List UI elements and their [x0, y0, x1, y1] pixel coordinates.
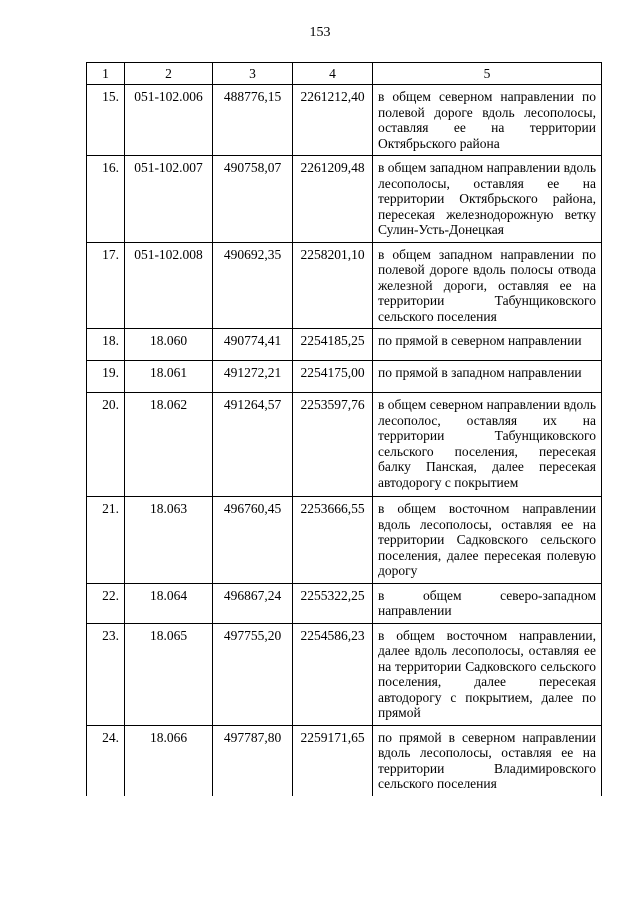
- direction-description: в общем северном направлении вдоль лесополос, оставляя их на территории Табунщиковского сельского поселения, пересекая балку Панская, далее пересекая автодорогу с покрытием: [373, 393, 602, 497]
- direction-description: в общем западном направлении вдоль лесополосы, оставляя ее на территории Октябрьского района, пересекая железнодорожную ветку Сулин-Усть-Донецкая: [373, 156, 602, 243]
- point-code: 18.066: [125, 725, 213, 796]
- point-code: 18.065: [125, 623, 213, 725]
- y-coordinate: 2254185,25: [293, 329, 373, 361]
- table-row: [87, 156, 602, 243]
- direction-description: в общем восточном направлении, далее вдоль лесополосы, оставляя ее на территории Садковского сельского поселения, далее пересекая автодорогу с покрытием, далее по прямой: [373, 623, 602, 725]
- y-coordinate: 2259171,65: [293, 725, 373, 796]
- point-code: 18.060: [125, 329, 213, 361]
- x-coordinate: 496760,45: [213, 497, 293, 584]
- direction-description: в общем северном направлении по полевой дороге вдоль лесополосы, оставляя ее на территории Октябрьского района: [373, 85, 602, 156]
- column-header: 3: [213, 63, 293, 85]
- point-code: 18.061: [125, 361, 213, 393]
- row-number: 19.: [87, 361, 125, 393]
- x-coordinate: 490774,41: [213, 329, 293, 361]
- column-header: 1: [87, 63, 125, 85]
- direction-description: в общем восточном направлении вдоль лесополосы, оставляя ее на территории Садковского сельского поселения, далее пересекая полевую дорогу: [373, 497, 602, 584]
- direction-description: в общем западном направлении по полевой дороге вдоль полосы отвода железной дороги, оставляя ее на территории Табунщиковского сельского поселения: [373, 242, 602, 329]
- y-coordinate: 2255322,25: [293, 583, 373, 623]
- column-header: 4: [293, 63, 373, 85]
- point-code: 051-102.008: [125, 242, 213, 329]
- direction-description: по прямой в западном направлении: [373, 361, 602, 393]
- table-row: [87, 497, 602, 584]
- table-row: [87, 361, 602, 393]
- table-row: [87, 329, 602, 361]
- y-coordinate: 2258201,10: [293, 242, 373, 329]
- row-number: 18.: [87, 329, 125, 361]
- row-number: 16.: [87, 156, 125, 243]
- x-coordinate: 497787,80: [213, 725, 293, 796]
- x-coordinate: 491272,21: [213, 361, 293, 393]
- row-number: 23.: [87, 623, 125, 725]
- y-coordinate: 2261212,40: [293, 85, 373, 156]
- table-row: [87, 623, 602, 725]
- y-coordinate: 2261209,48: [293, 156, 373, 243]
- table-row: [87, 725, 602, 796]
- point-code: 18.064: [125, 583, 213, 623]
- direction-description: по прямой в северном направлении: [373, 329, 602, 361]
- table-header-row: [87, 63, 602, 85]
- row-number: 22.: [87, 583, 125, 623]
- table-row: [87, 393, 602, 497]
- point-code: 18.063: [125, 497, 213, 584]
- x-coordinate: 490758,07: [213, 156, 293, 243]
- table-row: [87, 85, 602, 156]
- x-coordinate: 497755,20: [213, 623, 293, 725]
- row-number: 20.: [87, 393, 125, 497]
- boundary-table: [86, 62, 602, 796]
- point-code: 051-102.007: [125, 156, 213, 243]
- page-number: 153: [309, 25, 331, 40]
- x-coordinate: 491264,57: [213, 393, 293, 497]
- y-coordinate: 2254175,00: [293, 361, 373, 393]
- row-number: 21.: [87, 497, 125, 584]
- x-coordinate: 490692,35: [213, 242, 293, 329]
- direction-description: по прямой в северном направлении вдоль лесополосы, оставляя ее на территории Владимировского сельского поселения: [373, 725, 602, 796]
- row-number: 15.: [87, 85, 125, 156]
- table-row: [87, 242, 602, 329]
- y-coordinate: 2253666,55: [293, 497, 373, 584]
- point-code: 18.062: [125, 393, 213, 497]
- x-coordinate: 488776,15: [213, 85, 293, 156]
- y-coordinate: 2254586,23: [293, 623, 373, 725]
- x-coordinate: 496867,24: [213, 583, 293, 623]
- row-number: 24.: [87, 725, 125, 796]
- y-coordinate: 2253597,76: [293, 393, 373, 497]
- table-row: [87, 583, 602, 623]
- point-code: 051-102.006: [125, 85, 213, 156]
- row-number: 17.: [87, 242, 125, 329]
- direction-description: в общем северо-западном направлении: [373, 583, 602, 623]
- column-header: 2: [125, 63, 213, 85]
- column-header: 5: [373, 63, 602, 85]
